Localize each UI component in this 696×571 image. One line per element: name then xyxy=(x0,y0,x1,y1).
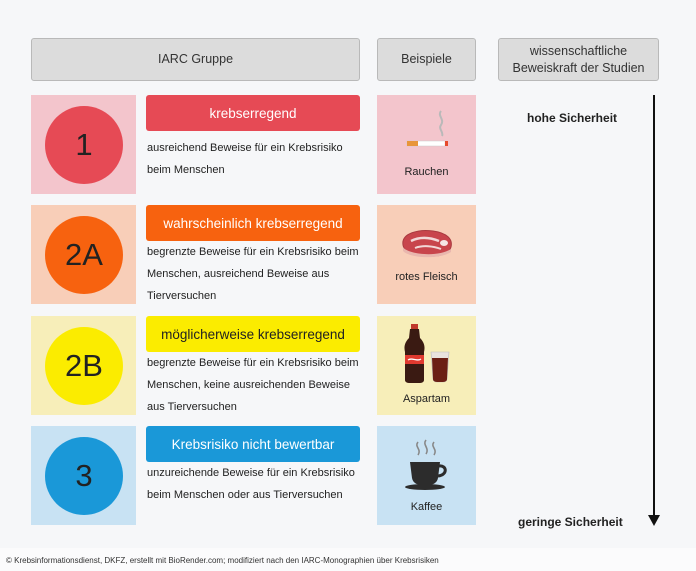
copyright-footer: © Krebsinformationsdienst, DKFZ, erstellt mit BioRender.com; modifiziert nach den IARC-Monographien über Krebsrisiken xyxy=(6,556,439,565)
example-box xyxy=(377,316,476,415)
evidence-arrow-line xyxy=(653,95,655,515)
group-number-box xyxy=(31,205,136,304)
example-label: Rauchen xyxy=(404,166,449,178)
group-label: krebserregend xyxy=(146,95,360,131)
group-label: Krebsrisiko nicht bewertbar xyxy=(146,426,360,462)
cigarette-icon xyxy=(377,107,476,153)
group-label: wahrscheinlich krebserregend xyxy=(146,205,360,241)
group-number-box xyxy=(31,426,136,525)
group-label: möglicherweise krebserregend xyxy=(146,316,360,352)
header-iarc-group: IARC Gruppe xyxy=(31,38,360,81)
group-description: ausreichend Beweise für ein Krebsrisiko beim Menschen xyxy=(147,142,343,176)
evidence-high-label: hohe Sicherheit xyxy=(527,111,618,125)
group-number-circle: 1 xyxy=(45,106,123,184)
group-number-box xyxy=(31,95,136,194)
example-box xyxy=(377,426,476,525)
group-description: begrenzte Beweise für ein Krebsrisiko beim Menschen, keine ausreichenden Beweise aus Tierversuchen xyxy=(147,357,359,413)
group-number-circle: 2A xyxy=(45,216,123,294)
group-number-circle: 2B xyxy=(45,327,123,405)
example-box xyxy=(377,205,476,304)
group-number-circle: 3 xyxy=(45,437,123,515)
example-label: rotes Fleisch xyxy=(395,271,458,283)
header-evidence: wissenschaftliche Beweiskraft der Studien xyxy=(498,38,659,81)
steak-icon xyxy=(377,225,476,261)
group-number-box xyxy=(31,316,136,415)
cola-bottle-icon xyxy=(377,322,476,384)
header-examples: Beispiele xyxy=(377,38,476,81)
coffee-cup-icon xyxy=(377,438,476,492)
evidence-low-label: geringe Sicherheit xyxy=(518,515,623,529)
example-label: Kaffee xyxy=(410,501,443,513)
group-description: unzureichende Beweise für ein Krebsrisiko beim Menschen oder aus Tierversuchen xyxy=(147,467,355,501)
evidence-arrow-head xyxy=(648,515,660,526)
group-description: begrenzte Beweise für ein Krebsrisiko beim Menschen, ausreichend Beweise aus Tierversuchen xyxy=(147,246,359,302)
example-box xyxy=(377,95,476,194)
example-label: Aspartam xyxy=(402,393,451,405)
